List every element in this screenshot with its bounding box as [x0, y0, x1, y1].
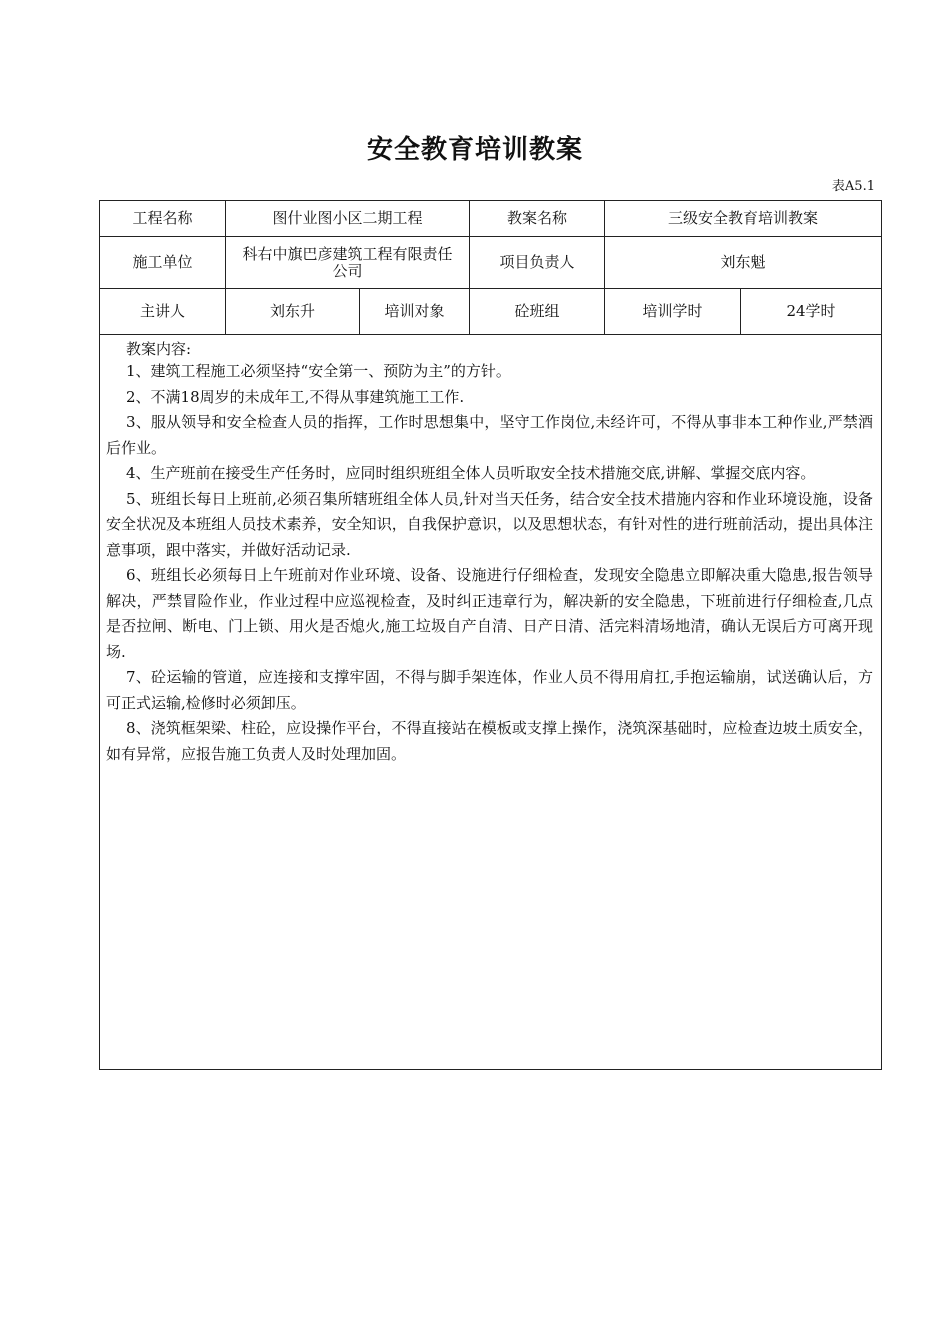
content-item: 2、不满18周岁的未成年工,不得从事建筑施工工作. — [126, 387, 465, 406]
content-item: 6、班组长必须每日上午班前对作业环境、设备、设施进行仔细检查，发现安全隐患立即解决重大隐患,报告领导解决，严禁冒险作业，作业过程中应巡视检查，及时纠正违章行为，解决新的安全隐患，下班前进行仔细检查,几点是否拉闸、断电、门上锁、用火是否熄火,施工垃圾自产自清、日产日清、活完料清场地清，确认无误后方可离开现场. — [106, 566, 874, 661]
project-name-label: 工程名称 — [100, 201, 226, 237]
project-manager-label: 项目负责人 — [470, 237, 605, 289]
content-item: 8、浇筑框架梁、柱砼，应设操作平台，不得直接站在模板或支撑上操作，浇筑深基础时，应检查边坡土质安全，如有异常，应报告施工负责人及时处理加固。 — [106, 719, 874, 763]
content-cell — [100, 335, 882, 1070]
plan-name-label: 教案名称 — [470, 201, 605, 237]
training-plan-table — [99, 200, 882, 1070]
table-row — [100, 201, 882, 237]
hours-value: 24学时 — [741, 289, 882, 335]
table-row — [100, 237, 882, 289]
content-item: 4、生产班前在接受生产任务时，应同时组织班组全体人员听取安全技术措施交底,讲解、掌握交底内容。 — [126, 464, 816, 482]
contractor-label: 施工单位 — [100, 237, 226, 289]
project-manager-value: 刘东魁 — [605, 237, 882, 289]
trainees-label: 培训对象 — [360, 289, 470, 335]
trainees-value: 砼班组 — [470, 289, 605, 335]
content-item: 5、班组长每日上班前,必须召集所辖班组全体人员,针对当天任务，结合安全技术措施内容和作业环境设施，设备安全状况及本班组人员技术素养，安全知识，自我保护意识，以及思想状态，有针对性的进行班前活动，提出具体注意事项，跟中落实，并做好活动记录. — [106, 489, 874, 559]
lecturer-value: 刘东升 — [226, 289, 360, 335]
table-row — [100, 289, 882, 335]
content-item: 1、建筑工程施工必须坚持“安全第一、预防为主”的方针。 — [126, 362, 511, 380]
form-code: 表A5.1 — [831, 179, 875, 194]
content-item: 3、服从领导和安全检查人员的指挥，工作时思想集中，坚守工作岗位,未经许可，不得从事非本工种作业,严禁酒后作业。 — [106, 413, 874, 457]
contractor-value: 科右中旗巴彦建筑工程有限责任公司 — [226, 237, 470, 289]
hours-label: 培训学时 — [605, 289, 741, 335]
plan-name-value: 三级安全教育培训教案 — [605, 201, 882, 237]
lecturer-label: 主讲人 — [100, 289, 226, 335]
document-title: 安全教育培训教案 — [366, 135, 583, 165]
content-item: 7、砼运输的管道，应连接和支撑牢固，不得与脚手架连体，作业人员不得用肩扛,手抱运输崩，试送确认后，方可正式运输,检修时必须卸压。 — [106, 668, 874, 712]
project-name-value: 图什业图小区二期工程 — [226, 201, 470, 237]
table-row — [100, 335, 882, 1070]
content-heading: 教案内容: — [126, 340, 192, 358]
